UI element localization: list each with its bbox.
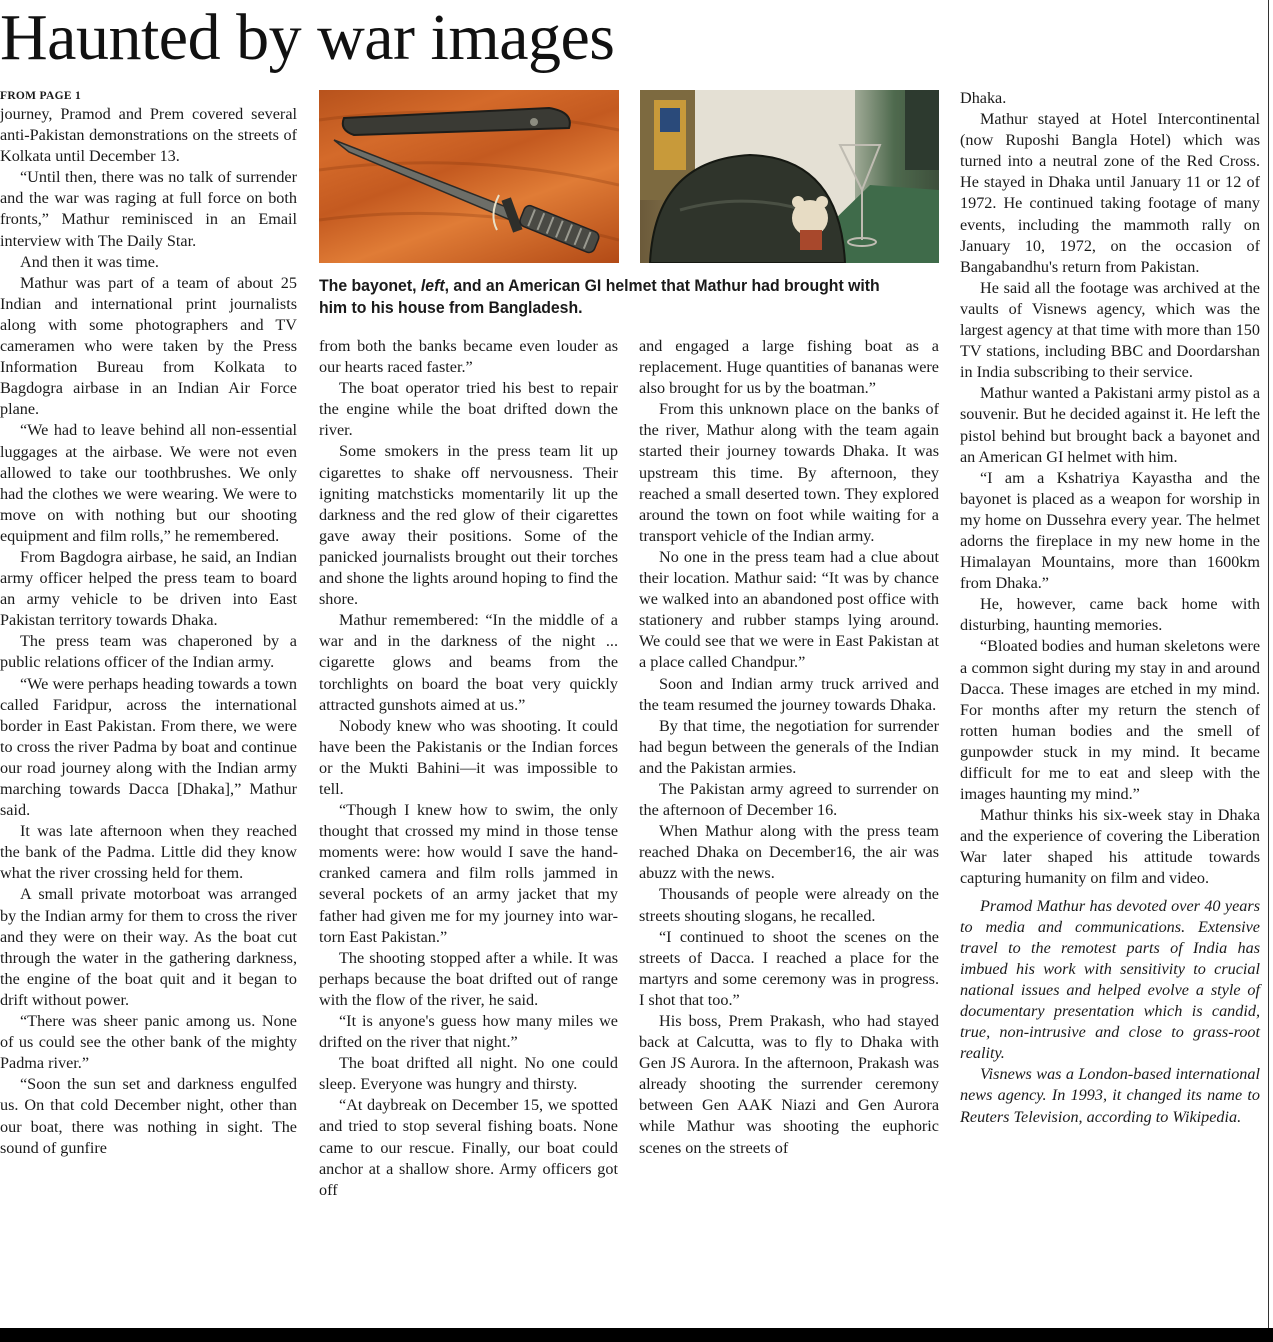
paragraph: from both the banks became even louder as our hearts raced faster.” (319, 337, 618, 377)
paragraph: He, however, came back home with disturbing, haunting memories. (960, 595, 1260, 635)
paragraph: From this unknown place on the banks of the river, Mathur along with the team again started their journey towards Dhaka. It was upstream this time. By afternoon, they reached a small deserted town. They explored around the town on foot while waiting for a transport vehicle of the Indian army. (639, 400, 939, 545)
paragraph: By that time, the negotiation for surrender had begun between the generals of the Indian and the Pakistan armies. (639, 716, 939, 777)
paragraph: From Bagdogra airbase, he said, an Indian army officer helped the press team to board an army vehicle to be driven into East Pakistan territory towards Dhaka. (0, 547, 297, 630)
paragraph: The boat operator tried his best to repair the engine while the boat drifted down the river. (319, 379, 618, 440)
photo-caption: The bayonet, left, and an American GI helmet that Mathur had brought with him to his house from Bangladesh. (319, 276, 880, 317)
paragraph: The Pakistan army agreed to surrender on the afternoon of December 16. (639, 779, 939, 820)
author-bio: Pramod Mathur has devoted over 40 years to media and communications. Extensive travel to the remotest parts of India has imbued his work with sensitivity to crucial national issues and helped evolve a style of documentary presentation which is candid, true, non-intrusive and close to grass-root reality. (960, 896, 1260, 1063)
paragraph: “We were perhaps heading towards a town called Faridpur, across the international border in East Pakistan. From there, we were to cross the river Padma by boat and continue our road journey along with the Indian army marching towards Dacca [Dhaka],” Mathur said. (0, 674, 297, 820)
visnews-note: Visnews was a London-based international news agency. In 1993, it changed its name to Reuters Television, according to Wikipedia. (960, 1065, 1260, 1126)
article-column-3 (639, 336, 939, 1159)
paragraph: “Soon the sun set and darkness engulfed us. On that cold December night, other than our boat, there was nothing in sight. The sound of gunfire (0, 1075, 297, 1157)
kicker-from-page-1: FROM PAGE 1 (0, 90, 82, 102)
headline: Haunted by war images (0, 1, 615, 74)
paragraph: Thousands of people were already on the streets shouting slogans, he recalled. (639, 885, 939, 925)
paragraph: Mathur stayed at Hotel Intercontinental (now Ruposhi Bangla Hotel) which was turned into a neutral zone of the Red Cross. He stayed in Dhaka until January 11 or 12 of 1972. He continued taking footage of many events, including the mammoth rally on January 10, 1972, on the occasion of Bangabandhu's return from Pakistan. (960, 110, 1260, 276)
paragraph: It was late afternoon when they reached the bank of the Padma. Little did they know what the river crossing held for them. (0, 822, 297, 883)
paragraph: “Bloated bodies and human skeletons were a common sight during my stay in and around Dacca. These images are etched in my mind. For months after my return the stench of rotten human bodies and the smell of gunpowder stuck in my mind. It became difficult for me to eat and sleep with the images haunting my mind.” (960, 637, 1260, 804)
paragraph: Mathur wanted a Pakistani army pistol as a souvenir. But he decided against it. He left the pistol behind but brought back a bayonet and an American GI helmet with him. (960, 384, 1260, 466)
paragraph: Dhaka. (960, 89, 1007, 107)
paragraph: No one in the press team had a clue about their location. Mathur said: “It was by chance we walked into an abandoned post office with stationery and rubber stamps lying around. We could see that we were in East Pakistan at a place called Chandpur.” (639, 547, 939, 672)
paragraph: and engaged a large fishing boat as a replacement. Huge quantities of bananas were also brought for us by the boatman.” (639, 337, 939, 398)
bottom-border (0, 1328, 1273, 1342)
paragraph: A small private motorboat was arranged by the Indian army for them to cross the river and they were on their way. As the boat cut through the water in the gathering darkness, the engine of the boat quit and it began to drift without power. (0, 885, 297, 1009)
paragraph: Soon and Indian army truck arrived and the team resumed the journey towards Dhaka. (639, 674, 939, 714)
article-column-1 (0, 88, 297, 1159)
paragraph: And then it was time. (20, 252, 159, 271)
paragraph: “Until then, there was no talk of surrender and the war was raging at full force on both fronts,” Mathur reminisced in an Email interview with The Daily Star. (0, 168, 297, 250)
paragraph: journey, Pramod and Prem covered several anti-Pakistan demonstrations on the streets of Kolkata until December 13. (0, 105, 297, 166)
paragraph: Mathur thinks his six-week stay in Dhaka and the experience of covering the Liberation War later shaped his attitude towards capturing humanity on film and video. (960, 806, 1260, 888)
paragraph: Nobody knew who was shooting. It could have been the Pakistanis or the Indian forces or the Mukti Bahini—it was impossible to tell. (319, 716, 618, 798)
bayonet-illustration (319, 90, 619, 263)
paragraph: “There was sheer panic among us. None of us could see the other bank of the mighty Padma river.” (0, 1012, 297, 1073)
paragraph: The boat drifted all night. No one could sleep. Everyone was hungry and thirsty. (319, 1054, 618, 1094)
bayonet-photo (319, 90, 619, 263)
paragraph: “I am a Kshatriya Kayastha and the bayonet is placed as a weapon for worship in my home on Dussehra every year. The helmet adorns the fireplace in my new home in the Himalayan Mountains, more than 1600km from Dhaka.” (960, 468, 1260, 593)
paragraph: His boss, Prem Prakash, who had stayed back at Calcutta, was to fly to Dhaka with Gen JS Aurora. In the afternoon, Prakash was already shooting the surrender ceremony between Gen AAK Niazi and Gen Aurora while Mathur was shooting the euphoric scenes on the streets of (639, 1012, 939, 1157)
paragraph: “We had to leave behind all non-essential luggages at the airbase. We were not even allowed to take our toothbrushes. We only had the clothes we were wearing. We were to move on with nothing but our shooting equipment and film rolls,” he remembered. (0, 421, 297, 545)
helmet-photo (640, 90, 939, 263)
paragraph: When Mathur along with the press team reached Dhaka on December16, the air was abuzz with the news. (639, 822, 939, 883)
paragraph: “Though I knew how to swim, the only thought that crossed my mind in those tense moments were: how would I save the hand-cranked camera and film rolls jammed in several pockets of an army jacket that my father had given me for my journey into war-torn East Pakistan.” (319, 801, 618, 946)
paragraph: “At daybreak on December 15, we spotted and tried to stop several fishing boats. None came to our rescue. Finally, our boat could anchor at a shallow shore. Army officers got off (319, 1096, 618, 1199)
page-edge-rule (1268, 0, 1269, 1330)
paragraph: “It is anyone's guess how many miles we drifted on the river that night.” (319, 1012, 618, 1052)
article-column-4 (960, 88, 1260, 1128)
paragraph: Mathur was part of a team of about 25 Indian and international print journalists along with some photographers and TV cameramen who were taken by the Press Information Bureau from Kolkata to Bagdogra airbase in an Indian Air Force plane. (0, 273, 297, 419)
helmet-illustration (640, 90, 939, 263)
article-column-2 (319, 336, 618, 1201)
paragraph: Some smokers in the press team lit up cigarettes to shake off nervousness. Their igniting matchsticks momentarily lit up the darkness and the red glow of their cigarettes gave away their positions. Some of the panicked journalists brought out their torches and shone the lights around hoping to find the shore. (319, 442, 618, 609)
paragraph: The shooting stopped after a while. It was perhaps because the boat drifted out of range with the flow of the river, he said. (319, 948, 618, 1009)
paragraph: Mathur remembered: “In the middle of a war and in the darkness of the night ... cigarette glows and beams from the torchlights on board the boat very quickly attracted gunshots aimed at us.” (319, 611, 618, 714)
paragraph: “I continued to shoot the scenes on the streets of Dacca. I reached a place for the martyrs and some ceremony was in progress. I shot that too.” (639, 927, 939, 1009)
paragraph: The press team was chaperoned by a public relations officer of the Indian army. (0, 632, 297, 672)
paragraph: He said all the footage was archived at the vaults of Visnews agency, which was the largest agency at that time with more than 150 TV stations, including BBC and Doordarshan in India subscribing to their service. (960, 278, 1260, 382)
